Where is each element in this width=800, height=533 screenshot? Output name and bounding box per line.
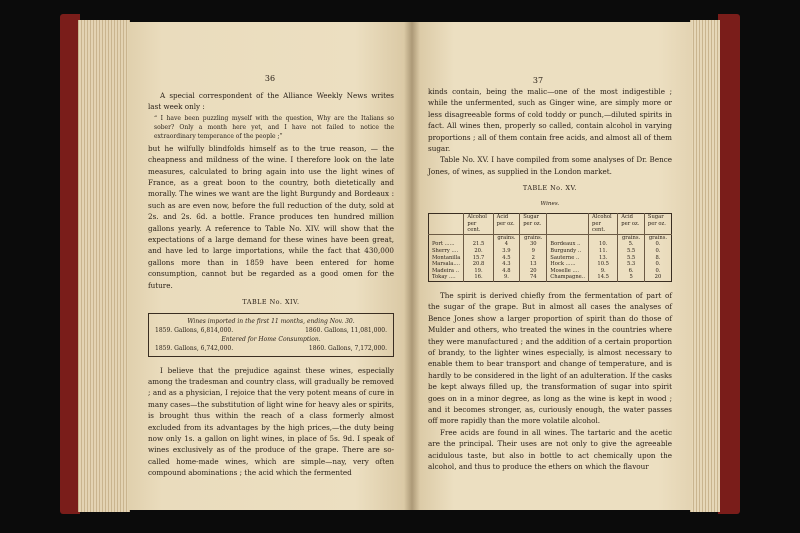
left-page-text (148, 90, 394, 479)
table-xv-cell (589, 234, 618, 241)
left-page (128, 22, 412, 510)
right-paragraph-3: The spirit is derived chiefly from the fermentation of part of the sugar of the grape. But in almost all cases the analyses of Bence Jones show a larger proportion of spirit than do those of Mulder and others, who treated the wines in the countries where they were manufactured ; and the addition of a certain proportion of brandy, to the lighter wines especially, is almost necessary to enable them to bear transport and change of temperature, and is hardly to be considered in the light of an adulteration. If the casks be kept always filled up, the transformation of sugar into spirit goes on in a minor degree, as long as the wine is kept in wood ; and it becomes stronger, as, curiously enough, the water passes off more rapidly than the more volatile alcohol. (428, 291, 672, 426)
table-xv-cell: Bordeaux .. (547, 241, 589, 248)
book-cover-right (718, 14, 740, 514)
table-xv-cell: 2 (520, 255, 547, 262)
table-xv-cell: 30 (520, 241, 547, 248)
table-xv (428, 213, 672, 282)
table-xv-cell: Hock ...... (547, 261, 589, 268)
table-xiv-row-1 (155, 326, 387, 335)
table-xiv-caption-2: Entered for Home Consumption. (221, 335, 321, 343)
table-xv-cell: 0. (644, 268, 671, 275)
table-xv-cell (464, 234, 493, 241)
table-xv-cell: Madeira .. (432, 267, 459, 274)
table-xv-cell: 10. (589, 241, 618, 248)
table-xv-cell: 14.5 (589, 274, 618, 281)
table-xv-header-row (429, 214, 672, 235)
right-page-text (428, 86, 672, 473)
table-xv-cell: Moselle .... (547, 268, 589, 275)
table-xv-cell: 20 (520, 268, 547, 275)
table-xv-cell: 3.9 (493, 248, 520, 255)
table-xv-cell: Marsala.... (432, 261, 460, 268)
left-paragraph-3: I believe that the prejudice against these wines, especially among the tradesman and country class, will gradually be removed ; and as a physician, I rejoice that the very potent means of cure in many cases—the substitution of light wine for heavy ales or spirits, is brought thus within the reach of a class formerly almost excluded from its advantages by the high prices,—the duty being now only 1s. a gallon on light wines, in place of 5s. 9d. I speak of wines exclusively as of the produce of the grape. There are so-called home-made wines, which are simple—nay, very often compound abominations ; the acid which the fermented (148, 365, 394, 478)
table-xv-cell: 20. (464, 248, 493, 255)
table-xv-cell: Port ...... (432, 241, 455, 248)
table-xv-cell: Sherry .... (432, 248, 459, 255)
table-xv-cell: 11. (589, 248, 618, 255)
table-xv-header: Acid per oz. (493, 214, 520, 235)
table-xv-caption: Wines. (540, 200, 560, 207)
table-xv-cell: 6. (618, 268, 645, 275)
table-xv-cell: 13 (520, 261, 547, 268)
table-xv-cell: 13. (589, 255, 618, 262)
table-xiv-row-2 (155, 344, 387, 353)
table-xv-header: Alcohol per cent. (589, 214, 618, 235)
page-edges-left (78, 20, 130, 512)
table-xv-row (429, 268, 672, 275)
table-xv-cell: 9. (493, 274, 520, 281)
table-xiv-cell: 1859. Gallons, 6,814,000. (155, 326, 234, 334)
table-xv-header (547, 214, 589, 235)
page-edges-right (690, 20, 720, 512)
table-xv-cell: Sauterne .. (547, 255, 589, 262)
table-xiv (148, 313, 394, 357)
right-page (412, 22, 692, 510)
table-xv-cell: 9 (520, 248, 547, 255)
table-xv-cell: 19. (464, 268, 493, 275)
table-xv-cell (429, 234, 464, 241)
table-xv-row (429, 261, 672, 268)
table-xv-cell: 74 (520, 274, 547, 281)
table-xiv-cell: 1859. Gallons, 6,742,000. (155, 344, 234, 352)
table-xv-cell: 0. (644, 261, 671, 268)
table-xv-cell: 5.5 (618, 248, 645, 255)
table-xv-cell (547, 234, 589, 241)
right-paragraph-2: Table No. XV. I have compiled from some analyses of Dr. Bence Jones, of wines, as supplied in the London market. (428, 155, 672, 176)
table-xv-cell: 5.5 (618, 255, 645, 262)
table-xv-cell: grains. (520, 234, 547, 241)
table-xv-header: Alcohol per cent. (464, 214, 493, 235)
table-xv-header: Sugar per oz. (644, 214, 671, 235)
table-xv-header (429, 214, 464, 235)
table-xv-cell: 10.5 (589, 261, 618, 268)
table-xiv-cell: 1860. Gallons, 11,081,000. (305, 326, 387, 334)
page-number-left: 36 (264, 74, 276, 83)
table-xv-cell: 0. (644, 248, 671, 255)
table-xv-cell: 4.3 (493, 261, 520, 268)
table-xv-cell: 4.5 (493, 255, 520, 262)
table-xv-cell: 4 (493, 241, 520, 248)
table-xv-cell: Champagne.. (547, 274, 589, 281)
table-xv-cell: 9. (589, 268, 618, 275)
book-gutter (404, 22, 420, 510)
table-xv-cell: Burgundy .. (547, 248, 589, 255)
table-xv-header: Acid per oz. (618, 214, 645, 235)
table-xv-cell: 20 (644, 274, 671, 281)
table-xv-cell: Tokay .... (432, 274, 456, 281)
page-number-right: 37 (532, 76, 544, 85)
table-xv-cell: 15.7 (464, 255, 493, 262)
table-xv-header: Sugar per oz. (520, 214, 547, 235)
table-xv-cell: Montanilla (432, 254, 461, 261)
table-xv-cell: 5 (618, 274, 645, 281)
table-xiv-cell: 1860. Gallons, 7,172,000. (308, 344, 387, 352)
table-xv-row (429, 248, 672, 255)
table-xv-cell: 21.5 (464, 241, 493, 248)
table-xv-cell: 0. (644, 241, 671, 248)
table-xv-title: TABLE No. XV. (522, 184, 578, 193)
left-quote: “ I have been puzzling myself with the question, Why are the Italians so sober? Only a month here yet, and I have not failed to notice the extraordinary temperance of the people ;” (154, 114, 394, 140)
right-paragraph-1: kinds contain, being the malic—one of the most indigestible ; while the unfermented, such as Ginger wine, are simply more or less disagreeable forms of cold toddy or punch,—diluted spirits in fact. All wines then, properly so called, contain alcohol in varying proportions ; all of them contain free acids, and almost all of them sugar. (428, 87, 672, 154)
table-xv-cell: grains. (618, 234, 645, 241)
table-xv-cell: 20.8 (464, 261, 493, 268)
table-xv-cell: 4.8 (493, 268, 520, 275)
table-xiv-caption-1: Wines imported in the first 11 months, ending Nov. 30. (187, 317, 355, 325)
table-xv-row (429, 255, 672, 262)
book-cover-left (60, 14, 80, 514)
table-xv-cell: 16. (464, 274, 493, 281)
table-xv-row (429, 274, 672, 281)
table-xv-unit-row (429, 234, 672, 241)
table-xv-row (429, 241, 672, 248)
table-xv-cell: grains. (493, 234, 520, 241)
table-xv-cell: grains. (644, 234, 671, 241)
table-xiv-title: TABLE No. XIV. (242, 298, 300, 307)
table-xv-cell: 5.3 (618, 261, 645, 268)
left-paragraph-2: but he wilfully blindfolds himself as to the true reason, — the cheapness and mildness of the wine. I therefore look on the late measures, calculated to bring again into use the light wines of France, as a great boon to the country, both dietetically and morally. The wines we want are the light Burgundy and Bordeaux : such as are even now, before the full reduction of the duty, sold at 2s. and 2s. 6d. a bottle. France produces ten hundred million gallons yearly. A reference to Table No. XIV. will show that the expectations of a large demand for these wines have been great, and have led to large importations, while the fact that 430,000 gallons more than in 1859 have been entered for home consumption, cannot but be regarded as a good omen for the future. (148, 143, 394, 290)
table-xv-cell: 5. (618, 241, 645, 248)
left-paragraph-1: A special correspondent of the Alliance Weekly News writes last week only : (148, 91, 394, 112)
table-xv-cell: 8. (644, 255, 671, 262)
right-paragraph-4: Free acids are found in all wines. The tartaric and the acetic are the principal. Their uses are not only to give the agreeable acidulous taste, but also in bottle to act chemically upon the alcohol, and thus to produce the ethers on which the flavour (428, 427, 672, 472)
